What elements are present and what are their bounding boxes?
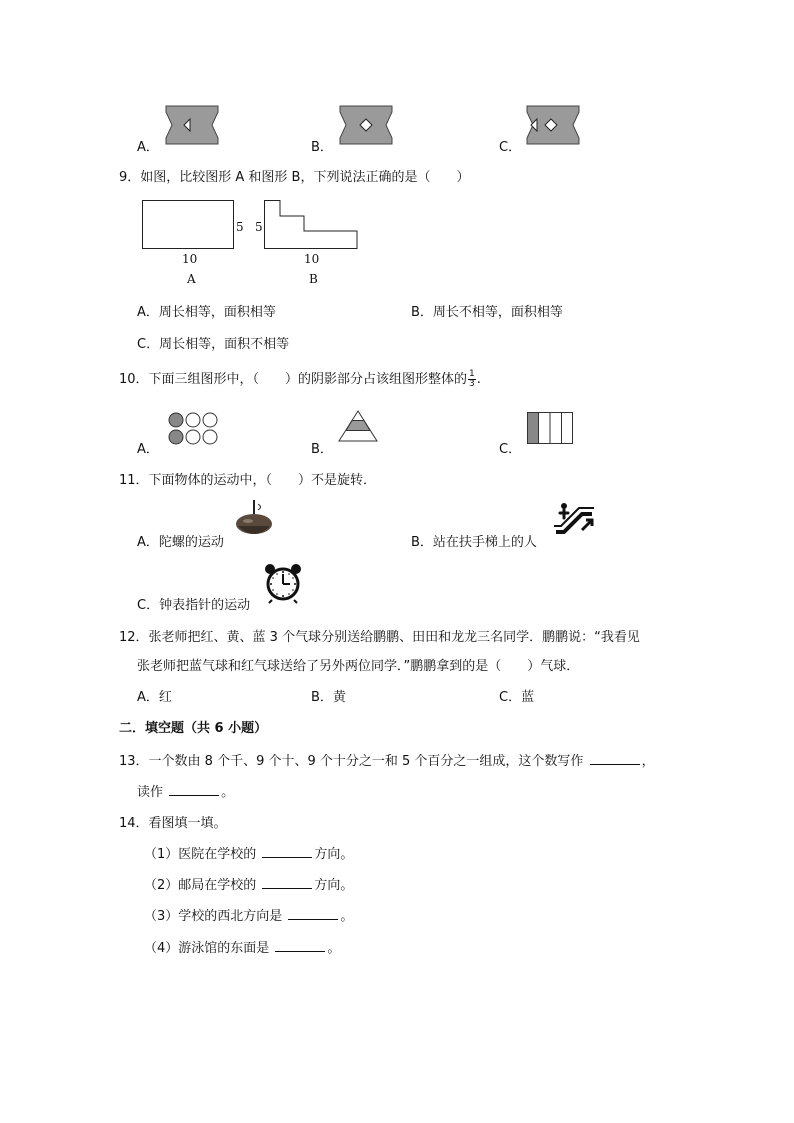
q9-figure-a-label: A [187, 272, 196, 286]
q9-figure-b-label: B [309, 272, 318, 286]
q8-option-a-figure [166, 106, 218, 144]
q14-item-2-blank[interactable] [262, 876, 312, 889]
q14-item-1-blank[interactable] [262, 845, 312, 858]
q13-line-2-end: 。 [221, 785, 235, 800]
q14-item-4-text: （4）游泳馆的东面是 [144, 941, 270, 956]
q11-option-a: A．陀螺的运动 [137, 535, 224, 550]
spinning-top-icon [234, 498, 274, 542]
alarm-clock-icon [263, 562, 303, 604]
q8-option-b-label: B． [311, 140, 333, 155]
q10-stem-text: 10．下面三组图形中，（ ）的阴影部分占该组图形整体的 [119, 372, 468, 387]
q10-option-c-label: C． [499, 442, 522, 457]
q14-item-2-text: （2）邮局在学校的 [144, 878, 257, 893]
q13-answer-blank-1[interactable] [590, 752, 640, 765]
q9-figure-a-width: 10 [182, 252, 198, 266]
q9-figure-b-height: 5 [255, 220, 263, 234]
q14-item-1-end: 方向。 [314, 847, 354, 862]
q12-line-2: 张老师把蓝气球和红气球送给了另外两位同学．”鹏鹏拿到的是（ ）气球． [137, 659, 580, 674]
q9-figure-a [142, 200, 234, 249]
q14-item-3-text: （3）学校的西北方向是 [144, 909, 283, 924]
q13-read-label: 读作 [137, 785, 164, 800]
q9-option-c: C．周长相等，面积不相等 [137, 337, 290, 352]
q10-option-b-figure [338, 410, 378, 442]
q14-item-3-end: 。 [340, 909, 354, 924]
q8-option-a-label: A． [137, 140, 159, 155]
q13-text: 13．一个数由 8 个千、9 个十、9 个十分之一和 5 个百分之一组成，这个数写作 [119, 754, 584, 769]
q14-item-4-blank[interactable] [275, 939, 325, 952]
q14-item-2-end: 方向。 [314, 878, 354, 893]
q9-stem: 9．如图，比较图形 A 和图形 B，下列说法正确的是（ ） [119, 170, 470, 185]
q10-option-a-label: A． [137, 442, 159, 457]
q9-figure-b [264, 200, 358, 249]
q8-option-b-figure [340, 106, 392, 144]
q13-line-1-end: ， [641, 754, 655, 769]
q11-option-b: B．站在扶手梯上的人 [411, 535, 537, 550]
q13-line-2 [137, 781, 234, 800]
q9-option-b: B．周长不相等，面积相等 [411, 305, 563, 320]
q14-item-4 [144, 937, 340, 956]
q10-option-a-figure [168, 412, 220, 446]
q9-figure-a-height: 5 [236, 220, 244, 234]
q14-item-3-blank[interactable] [288, 907, 338, 920]
q12-option-a: A．红 [137, 690, 172, 705]
q14-item-2 [144, 874, 353, 893]
q13-line-1 [119, 750, 655, 769]
section-title: 二．填空题（共 6 小题） [119, 721, 268, 736]
q9-option-a: A．周长相等，面积相等 [137, 305, 276, 320]
q8-option-c-figure [527, 106, 579, 144]
q12-line-1: 12．张老师把红、黄、蓝 3 个气球分别送给鹏鹏、田田和龙龙三名同学．鹏鹏说：“我看见 [119, 630, 640, 645]
q14-stem: 14．看图填一填。 [119, 816, 227, 831]
q11-stem: 11．下面物体的运动中，（ ）不是旋转． [119, 473, 377, 488]
q9-figure-b-width: 10 [304, 252, 320, 266]
escalator-icon [552, 502, 596, 536]
q10-fraction-denominator: 3 [469, 379, 475, 389]
q10-stem-end: . [476, 372, 481, 387]
q11-option-c: C．钟表指针的运动 [137, 598, 251, 613]
q14-item-4-end: 。 [327, 941, 341, 956]
q12-option-c: C．蓝 [499, 690, 535, 705]
q14-item-1 [144, 843, 353, 862]
q10-stem [119, 368, 481, 389]
q10-fraction-numerator: 1 [469, 369, 475, 379]
q10-option-c-figure [527, 412, 573, 444]
q8-option-c-label: C． [499, 140, 522, 155]
q12-option-b: B．黄 [311, 690, 346, 705]
q13-answer-blank-2[interactable] [169, 783, 219, 796]
q10-fraction [468, 370, 476, 389]
q10-option-b-label: B． [311, 442, 333, 457]
q14-item-1-text: （1）医院在学校的 [144, 847, 257, 862]
q14-item-3 [144, 905, 353, 924]
